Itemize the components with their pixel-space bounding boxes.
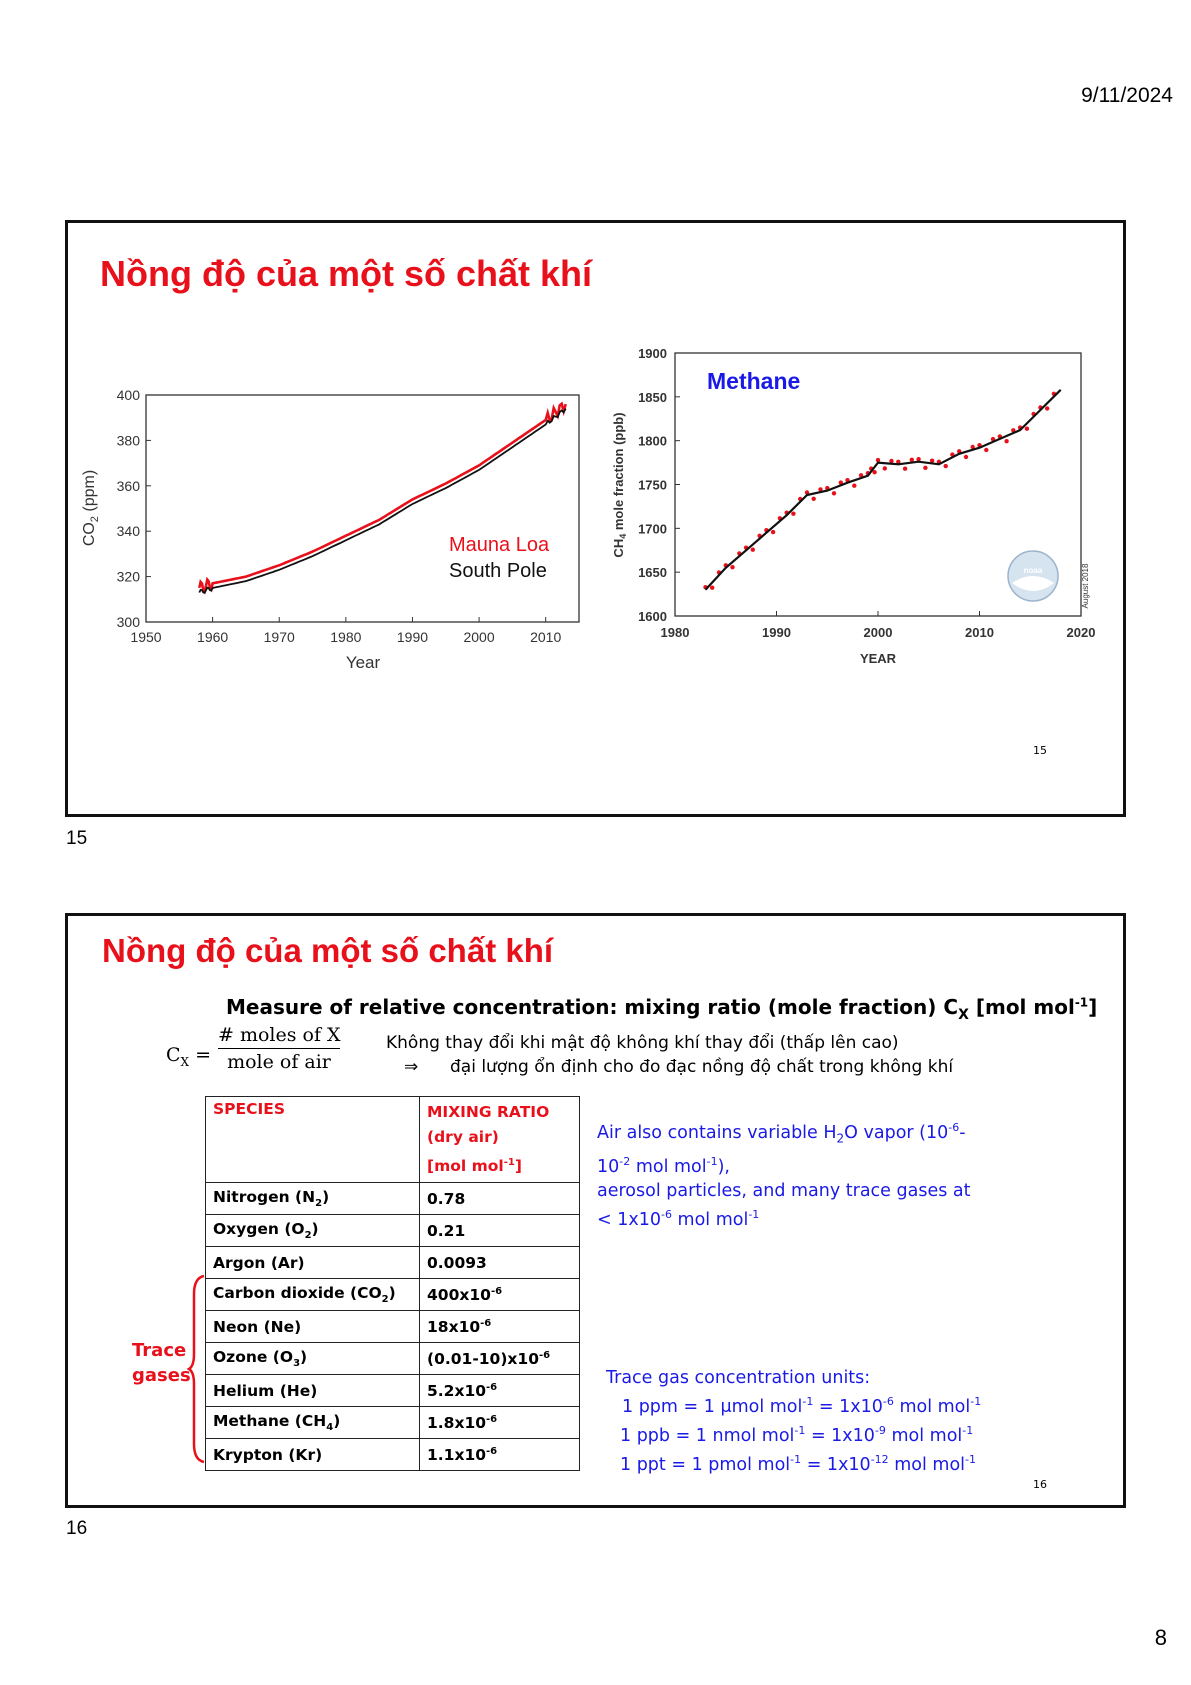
header-species: SPECIES [206,1097,420,1183]
ch4-data-point [791,512,795,516]
table-row: Neon (Ne) $18x10^{-6}$ [206,1311,580,1343]
ch4-y-tick-label: 1700 [638,521,667,537]
co2-y-tick-label: 360 [116,477,140,494]
ch4-x-ticks [661,611,1096,640]
ch4-data-point [812,497,816,501]
trace-gases-brace [188,1274,208,1464]
slide-2-inner-number: 16 [1033,1478,1047,1491]
ch4-x-tick-label: 2010 [965,625,994,640]
table-row: Oxygen $(O_2)$ 0.21 [206,1215,580,1247]
noaa-logo [1008,551,1058,601]
slide-1 [65,220,1126,817]
co2-chart [74,368,562,688]
co2-ylabel: $CO_2$ (ppm) [81,469,101,547]
ch4-data-point [730,565,734,569]
table-row: Krypton (Kr) $1.1x10^{-6}$ [206,1439,580,1471]
co2-y-tick-label: 300 [116,614,140,630]
co2-x-tick-label: 1960 [197,629,229,645]
slide-1-label: 15 [66,828,88,849]
ch4-data-point [903,467,907,471]
air-composition-note: Air also contains variable $H_2O$ vapor ($10^{-6}-$ $10^{-2}$ mol mol$^{-1}$), aerosol particles, and many trace gases at < $1x10^{-6}$ mol mol$^{-1}$ [597,1121,971,1230]
co2-x-tick-label: 1970 [263,629,295,645]
formula-numerator: # moles of X [218,1024,340,1049]
units-heading: Trace gas concentration units: [606,1368,871,1388]
ch4-data-point [832,491,836,495]
co2-xlabel: Year [345,653,381,672]
formula-lhs: C [166,1044,181,1066]
trace-units-note: Trace gas concentration units: 1 ppm = 1 μmol $mol^{-1} = 1x10^{-6}$ mol mol$^{-1}$ 1 ppb = 1 nmol $mol^{-1} = 1x10^{-9}$ mol mol$^{-1}$ 1 ppt = 1 pmol $mol^{-1} = 1x10^{-12}$ mol mol$^{-1}$ [606,1368,982,1475]
trace-gases-label: Trace gases [132,1340,191,1386]
vn-arrow: ⇒ [404,1057,419,1077]
ch4-data-point [710,586,714,590]
table-row: Methane $(CH_4)$ $1.8x10^{-6}$ [206,1407,580,1439]
slide-2-label: 16 [66,1518,88,1539]
methane-chart [608,341,1096,681]
table-header-row [206,1097,580,1183]
ch4-x-tick-label: 2020 [1066,625,1096,640]
ch4-y-tick-label: 1650 [638,565,667,581]
noaa-logo-text: noaa [1023,566,1043,575]
formula-denominator: mole of air [227,1051,331,1073]
slide-2-title: Nồng độ của một số chất khí [102,932,554,969]
table-row: Ozone $(O_3)$ $(0.01-10)x10^{-6}$ [206,1343,580,1375]
page-number: 8 [1154,1625,1167,1650]
ch4-data-point [771,530,775,534]
header-mixing-ratio: MIXING RATIO (dry air) [mol mol$^{-1}$] [420,1097,580,1183]
ch4-data-point [923,466,927,470]
ch4-data-point [944,464,948,468]
table-row: Nitrogen $(N_2)$ 0.78 [206,1183,580,1215]
ch4-xlabel: YEAR [859,651,897,666]
ch4-series [703,390,1060,590]
co2-y-tick-label: 380 [116,432,140,449]
document-date: 9/11/2024 [1081,84,1173,107]
ch4-data-point [883,466,887,470]
co2-y-tick-label: 400 [116,387,140,403]
ch4-y-tick-label: 1800 [638,433,667,449]
ch4-y-tick-label: 1850 [638,389,667,405]
co2-x-ticks [130,617,561,645]
ch4-data-point [1004,439,1008,443]
ch4-y-ticks [638,346,680,624]
ch4-x-tick-label: 2000 [863,625,893,640]
co2-x-tick-label: 2000 [463,629,495,645]
vn-explanation-1: Không thay đổi khi mật độ không khí thay đổi (thấp lên cao) [386,1033,899,1053]
mixing-ratio-heading: Measure of relative concentration: mixing ratio (mole fraction) $C_X$ [mol mol$^{-1}$] [226,995,1098,1023]
ch4-data-point [852,484,856,488]
table-row: Argon (Ar) 0.0093 [206,1247,580,1279]
co2-x-tick-label: 1980 [330,629,362,645]
ch4-date-annotation: August 2018 [1081,563,1090,609]
co2-x-tick-label: 1990 [396,629,429,645]
vn-explanation-2: đại lượng ổn định cho đo đạc nồng độ chất trong không khí [450,1057,954,1077]
species-table [205,1096,580,1471]
slide-1-title: Nồng độ của một số chất khí [100,253,593,294]
ch4-data-point [751,548,755,552]
ch4-y-tick-label: 1750 [638,477,667,493]
ch4-y-tick-label: 1900 [638,346,667,361]
ch4-data-point [1045,406,1049,410]
co2-legend-mauna-loa: Mauna Loa [449,534,550,556]
ch4-data-point [964,455,968,459]
co2-x-tick-label: 1950 [130,629,162,645]
table-row: Carbon dioxide $(CO_2)$ $400x10^{-6}$ [206,1279,580,1311]
ch4-x-tick-label: 1980 [660,625,690,640]
table-row: Helium (He) $5.2x10^{-6}$ [206,1375,580,1407]
ch4-data-point [1025,427,1029,431]
ch4-ylabel: $CH_4$ mole fraction (ppb) [611,412,628,558]
ch4-x-tick-label: 1990 [762,625,791,640]
slide-1-inner-number: 15 [1033,744,1047,757]
co2-x-tick-label: 2010 [530,629,562,645]
ch4-trend-line [706,390,1061,590]
co2-y-tick-label: 320 [116,568,140,585]
ch4-data-point [984,448,988,452]
co2-legend-south-pole: South Pole [449,560,547,582]
methane-title: Methane [707,368,801,394]
co2-y-tick-label: 340 [116,523,140,540]
ch4-y-tick-label: 1600 [638,609,667,624]
